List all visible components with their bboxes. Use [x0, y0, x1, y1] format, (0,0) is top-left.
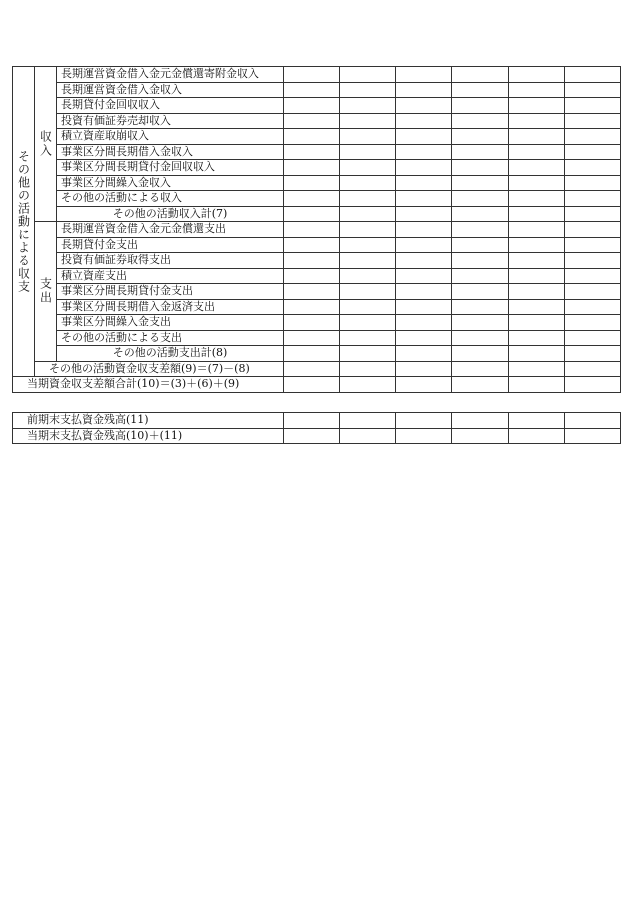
amount-cell	[340, 175, 396, 191]
amount-cell	[565, 315, 621, 331]
amount-cell	[565, 175, 621, 191]
amount-cell	[565, 160, 621, 176]
amount-cell	[396, 237, 452, 253]
amount-cell	[509, 67, 565, 83]
amount-cell	[396, 268, 452, 284]
amount-cell	[396, 113, 452, 129]
difference-label: その他の活動資金収支差額(9)＝(7)－(8)	[35, 361, 284, 377]
amount-cell	[565, 361, 621, 377]
amount-cell	[509, 144, 565, 160]
expense-subtotal-row	[13, 346, 621, 362]
amount-cell	[452, 361, 509, 377]
amount-cell	[452, 129, 509, 145]
amount-cell	[340, 361, 396, 377]
table-row	[13, 284, 621, 300]
amount-cell	[509, 299, 565, 315]
amount-cell	[452, 98, 509, 114]
amount-cell	[284, 82, 340, 98]
amount-cell	[340, 222, 396, 238]
amount-cell	[340, 428, 396, 444]
amount-cell	[396, 144, 452, 160]
expense-item-label: その他の活動による支出	[57, 330, 284, 346]
expense-item-label: 長期運営資金借入金元金償還支出	[57, 222, 284, 238]
amount-cell	[396, 330, 452, 346]
amount-cell	[452, 315, 509, 331]
amount-cell	[340, 253, 396, 269]
amount-cell	[284, 413, 340, 429]
income-subtotal-label: その他の活動収入計(7)	[57, 206, 284, 222]
amount-cell	[396, 346, 452, 362]
amount-cell	[509, 237, 565, 253]
prev-balance-row	[13, 413, 621, 429]
expense-item-label: 事業区分間長期借入金返済支出	[57, 299, 284, 315]
difference-row	[13, 361, 621, 377]
amount-cell	[396, 377, 452, 393]
amount-cell	[340, 284, 396, 300]
amount-cell	[284, 129, 340, 145]
expense-item-label: 長期貸付金支出	[57, 237, 284, 253]
amount-cell	[452, 206, 509, 222]
amount-cell	[284, 222, 340, 238]
amount-cell	[396, 361, 452, 377]
table-row	[13, 82, 621, 98]
prev-balance-label: 前期末支払資金残高(11)	[13, 413, 284, 429]
amount-cell	[565, 268, 621, 284]
amount-cell	[396, 175, 452, 191]
amount-cell	[452, 160, 509, 176]
table-row	[13, 253, 621, 269]
expense-item-label: 事業区分間長期貸付金支出	[57, 284, 284, 300]
amount-cell	[396, 191, 452, 207]
amount-cell	[396, 315, 452, 331]
amount-cell	[340, 98, 396, 114]
table-row	[13, 113, 621, 129]
amount-cell	[509, 129, 565, 145]
table-row	[13, 98, 621, 114]
table-row	[13, 222, 621, 238]
section-label: その他の活動による収支	[13, 67, 35, 377]
amount-cell	[452, 222, 509, 238]
amount-cell	[340, 160, 396, 176]
balance-body	[13, 413, 621, 444]
amount-cell	[565, 346, 621, 362]
amount-cell	[509, 330, 565, 346]
amount-cell	[565, 144, 621, 160]
amount-cell	[565, 129, 621, 145]
amount-cell	[340, 377, 396, 393]
amount-cell	[565, 67, 621, 83]
amount-cell	[509, 98, 565, 114]
amount-cell	[396, 428, 452, 444]
amount-cell	[509, 160, 565, 176]
amount-cell	[509, 413, 565, 429]
table-row	[13, 191, 621, 207]
amount-cell	[284, 237, 340, 253]
expense-item-label: 事業区分間繰入金支出	[57, 315, 284, 331]
amount-cell	[452, 67, 509, 83]
amount-cell	[509, 175, 565, 191]
current-balance-row	[13, 428, 621, 444]
amount-cell	[509, 315, 565, 331]
amount-cell	[565, 113, 621, 129]
amount-cell	[396, 82, 452, 98]
amount-cell	[396, 98, 452, 114]
amount-cell	[396, 129, 452, 145]
amount-cell	[340, 206, 396, 222]
amount-cell	[509, 222, 565, 238]
amount-cell	[452, 191, 509, 207]
expense-item-label: 投資有価証券取得支出	[57, 253, 284, 269]
amount-cell	[452, 428, 509, 444]
amount-cell	[284, 144, 340, 160]
amount-cell	[284, 160, 340, 176]
amount-cell	[452, 299, 509, 315]
amount-cell	[340, 346, 396, 362]
income-item-label: 長期運営資金借入金収入	[57, 82, 284, 98]
income-item-label: その他の活動による収入	[57, 191, 284, 207]
amount-cell	[452, 175, 509, 191]
table-row	[13, 299, 621, 315]
amount-cell	[284, 377, 340, 393]
amount-cell	[565, 377, 621, 393]
table-row	[13, 330, 621, 346]
current-balance-label: 当期末支払資金残高(10)＋(11)	[13, 428, 284, 444]
amount-cell	[565, 237, 621, 253]
amount-cell	[284, 67, 340, 83]
amount-cell	[284, 346, 340, 362]
amount-cell	[284, 175, 340, 191]
amount-cell	[396, 67, 452, 83]
amount-cell	[509, 377, 565, 393]
amount-cell	[284, 191, 340, 207]
amount-cell	[509, 253, 565, 269]
income-item-label: 積立資産取崩収入	[57, 129, 284, 145]
amount-cell	[452, 113, 509, 129]
amount-cell	[284, 253, 340, 269]
amount-cell	[284, 428, 340, 444]
amount-cell	[340, 237, 396, 253]
other-activities-body	[13, 67, 621, 393]
amount-cell	[284, 299, 340, 315]
income-item-label: 事業区分間繰入金収入	[57, 175, 284, 191]
amount-cell	[509, 268, 565, 284]
table-row	[13, 160, 621, 176]
amount-cell	[509, 82, 565, 98]
amount-cell	[565, 428, 621, 444]
amount-cell	[396, 206, 452, 222]
expense-label: 支出	[35, 222, 57, 362]
table-row	[13, 144, 621, 160]
amount-cell	[452, 330, 509, 346]
amount-cell	[452, 253, 509, 269]
amount-cell	[284, 98, 340, 114]
amount-cell	[340, 315, 396, 331]
amount-cell	[340, 129, 396, 145]
amount-cell	[509, 191, 565, 207]
amount-cell	[452, 377, 509, 393]
amount-cell	[565, 82, 621, 98]
amount-cell	[396, 299, 452, 315]
amount-cell	[284, 315, 340, 331]
amount-cell	[340, 299, 396, 315]
amount-cell	[509, 284, 565, 300]
expense-item-label: 積立資産支出	[57, 268, 284, 284]
income-item-label: 投資有価証券売却収入	[57, 113, 284, 129]
amount-cell	[340, 268, 396, 284]
income-subtotal-row	[13, 206, 621, 222]
amount-cell	[509, 361, 565, 377]
amount-cell	[565, 330, 621, 346]
amount-cell	[396, 413, 452, 429]
income-label: 収入	[35, 67, 57, 222]
amount-cell	[340, 144, 396, 160]
amount-cell	[340, 330, 396, 346]
amount-cell	[509, 346, 565, 362]
amount-cell	[565, 413, 621, 429]
amount-cell	[565, 98, 621, 114]
amount-cell	[509, 206, 565, 222]
amount-cell	[284, 113, 340, 129]
amount-cell	[565, 253, 621, 269]
total-row	[13, 377, 621, 393]
table-row	[13, 175, 621, 191]
amount-cell	[565, 222, 621, 238]
amount-cell	[396, 222, 452, 238]
amount-cell	[509, 113, 565, 129]
table-row	[13, 268, 621, 284]
amount-cell	[340, 82, 396, 98]
amount-cell	[509, 428, 565, 444]
amount-cell	[284, 361, 340, 377]
amount-cell	[565, 299, 621, 315]
amount-cell	[340, 191, 396, 207]
amount-cell	[452, 82, 509, 98]
amount-cell	[396, 160, 452, 176]
amount-cell	[452, 237, 509, 253]
amount-cell	[565, 284, 621, 300]
amount-cell	[396, 253, 452, 269]
amount-cell	[452, 144, 509, 160]
expense-subtotal-label: その他の活動支出計(8)	[57, 346, 284, 362]
table-row	[13, 237, 621, 253]
amount-cell	[340, 413, 396, 429]
amount-cell	[284, 268, 340, 284]
amount-cell	[565, 191, 621, 207]
amount-cell	[284, 284, 340, 300]
income-item-label: 事業区分間長期貸付金回収収入	[57, 160, 284, 176]
amount-cell	[452, 268, 509, 284]
income-item-label: 長期運営資金借入金元金償還寄附金収入	[57, 67, 284, 83]
income-item-label: 事業区分間長期借入金収入	[57, 144, 284, 160]
amount-cell	[340, 67, 396, 83]
table-row	[13, 67, 621, 83]
amount-cell	[396, 284, 452, 300]
amount-cell	[565, 206, 621, 222]
total-label: 当期資金収支差額合計(10)＝(3)＋(6)＋(9)	[13, 377, 284, 393]
other-activities-table	[12, 66, 621, 393]
table-row	[13, 315, 621, 331]
amount-cell	[284, 206, 340, 222]
amount-cell	[340, 113, 396, 129]
balance-table	[12, 412, 621, 444]
amount-cell	[284, 330, 340, 346]
amount-cell	[452, 284, 509, 300]
amount-cell	[452, 413, 509, 429]
amount-cell	[452, 346, 509, 362]
income-item-label: 長期貸付金回収収入	[57, 98, 284, 114]
table-row	[13, 129, 621, 145]
